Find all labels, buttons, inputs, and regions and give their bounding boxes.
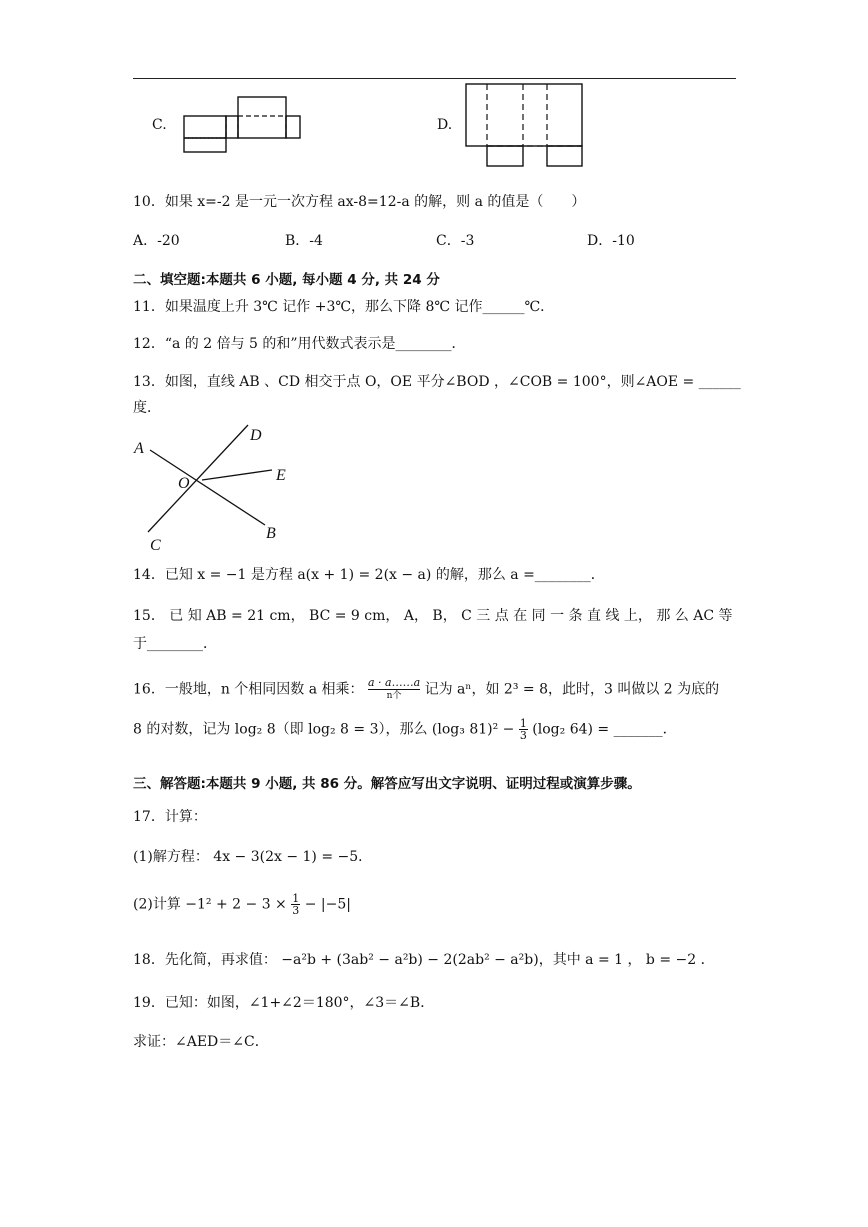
question-17-part-1: (1)解方程： 4x − 3(2x − 1) = −5． [133, 849, 373, 865]
q17-part-2a: (2)计算 −1² + 2 − 3 × [133, 896, 287, 913]
header-rule [133, 78, 736, 79]
option-c-label: C. [152, 117, 167, 133]
q16-line-2b: (log₂ 64) = _______． [532, 721, 677, 738]
q16-underbrace-bottom: n个 [386, 691, 402, 701]
q16-frac-num: 1 [519, 717, 527, 730]
q16-part-1: 16．一般地，n 个相同因数 a 相乘： [133, 681, 364, 698]
label-c: C [150, 537, 161, 554]
q16-frac-den: 3 [519, 729, 527, 742]
q10-option-c: C．-3 [436, 233, 475, 249]
question-12: 12．“a 的 2 倍与 5 的和”用代数式表示是________． [133, 336, 466, 352]
section-3-heading: 三、解答题:本题共 9 小题, 共 86 分。解答应写出文字说明、证明过程或演算步骤。 [133, 776, 641, 792]
question-11: 11．如果温度上升 3℃ 记作 +3℃，那么下降 8℃ 记作______℃． [133, 299, 555, 315]
label-b: B [266, 525, 276, 542]
net-figure-c [180, 95, 305, 157]
label-e: E [276, 467, 286, 484]
q17-part-2b: − |−5| [304, 896, 351, 913]
q17-frac-den: 3 [292, 904, 300, 917]
q16-part-2: 记为 aⁿ，如 2³ = 8，此时，3 叫做以 2 为底的 [424, 681, 720, 698]
question-18: 18．先化简，再求值： −a²b + (3ab² − a²b) − 2(2ab² − a²b)，其中 a = 1 ， b = −2 ． [133, 952, 715, 968]
q16-underbrace-top: a · a……a [367, 676, 421, 689]
angle-figure-q13 [130, 420, 290, 555]
label-o: O [178, 475, 190, 492]
question-13-line-1: 13．如图，直线 AB 、CD 相交于点 O，OE 平分∠BOD ，∠COB = 100°，则∠AOE = ______ [133, 374, 741, 390]
section-2-heading: 二、填空题:本题共 6 小题, 每小题 4 分, 共 24 分 [133, 272, 440, 288]
q16-underbrace [368, 677, 420, 702]
q10-option-a: A．-20 [133, 233, 180, 249]
q10-option-b: B．-4 [285, 233, 323, 249]
question-16-line-2 [133, 718, 677, 741]
question-10: 10．如果 x=-2 是一元一次方程 ax-8=12-a 的解，则 a 的值是（ ） [133, 194, 586, 210]
question-16-line-1 [133, 677, 719, 702]
question-15-line-1: 15． 已 知 AB = 21 cm， BC = 9 cm， A， B， C 三 点 在 同 一 条 直 线 上， 那 么 AC 等 [133, 608, 733, 624]
q16-fraction [519, 718, 528, 741]
question-19-line-1: 19．已知：如图，∠1+∠2＝180°，∠3＝∠B． [133, 995, 435, 1011]
question-15-line-2: 于________． [133, 636, 217, 652]
question-17-part-2 [133, 893, 351, 916]
q10-option-d: D．-10 [587, 233, 635, 249]
question-13-line-2: 度． [133, 400, 161, 416]
q17-frac-num: 1 [292, 892, 300, 905]
question-17-title: 17．计算： [133, 809, 207, 825]
label-d: D [250, 427, 262, 444]
question-19-line-2: 求证：∠AED＝∠C． [133, 1034, 269, 1050]
q16-line-2a: 8 的对数，记为 log₂ 8（即 log₂ 8 = 3），那么 (log₃ 81)² − [133, 721, 515, 738]
q17-fraction [291, 893, 300, 916]
label-a: A [134, 440, 144, 457]
net-figure-d [463, 82, 588, 170]
question-14: 14．已知 x = −1 是方程 a(x + 1) = 2(x − a) 的解，那么 a =________． [133, 567, 605, 583]
option-d-label: D. [437, 117, 453, 133]
